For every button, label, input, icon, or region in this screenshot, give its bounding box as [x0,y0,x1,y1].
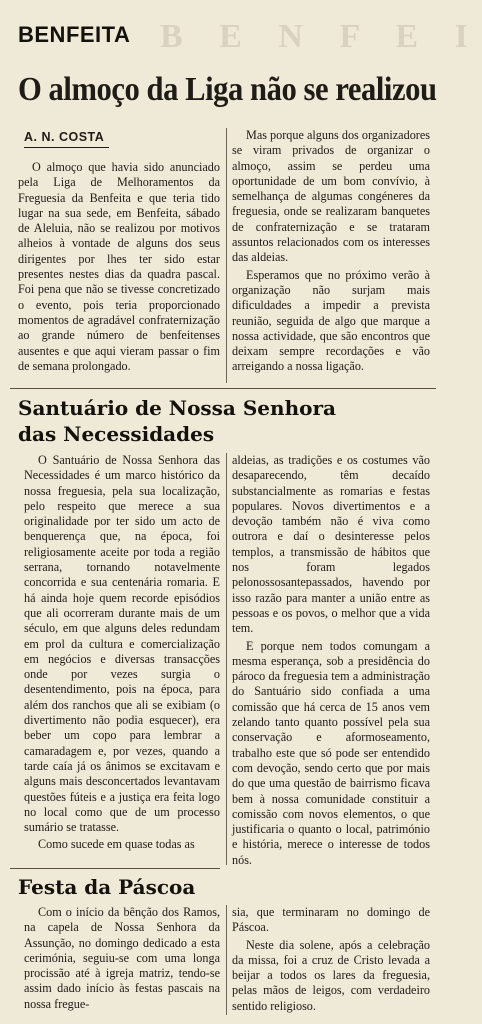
paragraph: Com o início da bênção dos Ramos, na capela de Nossa Senhora da Assunção, no domingo dedicado a esta cerimónia, seguiu-se com uma longa procissão até à igreja matriz, tendo-se assim dado início às festas pascais na nossa fregue- [24,905,220,1011]
section-label: BENFEITA [18,22,131,47]
article3-title: Festa da Páscoa [18,875,196,899]
article2-title: Santuário de Nossa Senhora das Necessidades [18,396,336,446]
masthead [0,18,482,55]
paragraph: aldeias, as tradições e os costumes vão desaparecendo, têm decaído substancialmente as romarias e festas populares. Novos divertimentos e a devoção também não é viva como outrora e daí o desinteresse pelos templos, a transmissão de hábitos que nos foram legados pelonossosantepassados, havendo por isso razão para manter a união entre as pessoas e os povos, o melhor que a vida tem. [232,453,430,636]
article3-column-1 [24,905,220,1012]
paragraph: sia, que terminaram no domingo de Páscoa. [232,905,430,935]
paragraph: Esperamos que no próximo verão à organização não surjam mais dificuldades a impedir a prevista reunião, seguida de algo que marque a nossa actividade, que são encontros que deixam sempre recordações e vão arreigando a nossa ligação. [232,267,430,374]
masthead-watermark: B E N F E I [160,18,482,55]
byline: A. N. COSTA [24,130,105,144]
paragraph: O almoço que havia sido anunciado pela Liga de Melhoramentos da Freguesia da Benfeita e que teria tido lugar na sua sede, em Benfeita, sábado de Aleluia, não se realizou por motivos alheios à vontade de alguns dos seus dirigentes por lhes ter sido estar presentes nestes dias da quadra pascal. Foi pena que não se tivesse concretizado o evento, pois teria proporcionado momentos de agradável confraternização ao grande número de benfeitenses ausentes e que aqui vieram passar o fim de semana prolongado. [18,160,220,373]
paragraph: O Santuário de Nossa Senhora das Necessidades é um marco histórico da nossa freguesia, pela sua localização, pelo respeito que merece a sua originalidade por ter sido um acto de benquerença que, na época, foi religiosamente aceite por toda a região serrana, tornando notavelmente concorrida e sua centenária romaria. E há ainda hoje quem recorde episódios que ali ocorreram durante mais de um século, em que alguns deles redundam em prol da cultura e comercialização em negócios e diversas transacções onde por vezes surgia o desentendimento, pois na época, para além dos ranchos que ali se exibiam (o divertimento não podia esquecer), era beber um copo para lembrar a camaradagem e, por vezes, quando a tarde caía já os ânimos se excitavam e alguns mais desconcertados levantavam questões fúteis e a justiça era feita logo no local como que de um processo sumário se tratasse. [24,453,220,835]
paragraph: E porque nem todos comungam a mesma esperança, sob a presidência do pároco da freguesia tem a administração do Santuário sido confiada a uma comissão que há cerca de 15 anos vem zelando tanto quanto possível pela sua conservação e aformoseamento, trabalho este que só pode ser entendido com devoção, sendo certo que por mais do que uma questão de bairrismo ficava bem à nossa comunidade constituir a comissão com novos elementos, o que justificaria o quanto o local, património e história, merece o interesse de todos nós. [232,638,430,867]
paragraph: Neste dia solene, após a celebração da missa, foi a cruz de Cristo levada a beijar a todos os lares da freguesia, pelas mãos de leigos, com verdadeiro sentido religioso. [232,937,430,1013]
article3-column-2 [232,905,430,1014]
byline-underline [24,147,109,148]
column-divider [226,128,227,383]
column-divider [226,905,227,1015]
article2-column-1 [24,453,220,853]
article1-column-2 [232,128,430,375]
paragraph: Como sucede em quase todas as [38,837,195,852]
paragraph: Mas porque alguns dos organizadores se viram privados de organizar o almoço, assim se perdeu uma oportunidade de um bom convívio, à semelhança de algumas congéneres da freguesia, onde se realizaram banquetes de confraternização e se trataram assuntos relacionados com os interesses das aldeias. [232,128,430,265]
section-divider [10,868,220,869]
column-divider [226,453,227,865]
section-divider [10,388,436,389]
headline: O almoço da Liga não se realizou [18,71,437,108]
article2-column-2 [232,453,430,868]
article1-column-1 [18,160,220,374]
